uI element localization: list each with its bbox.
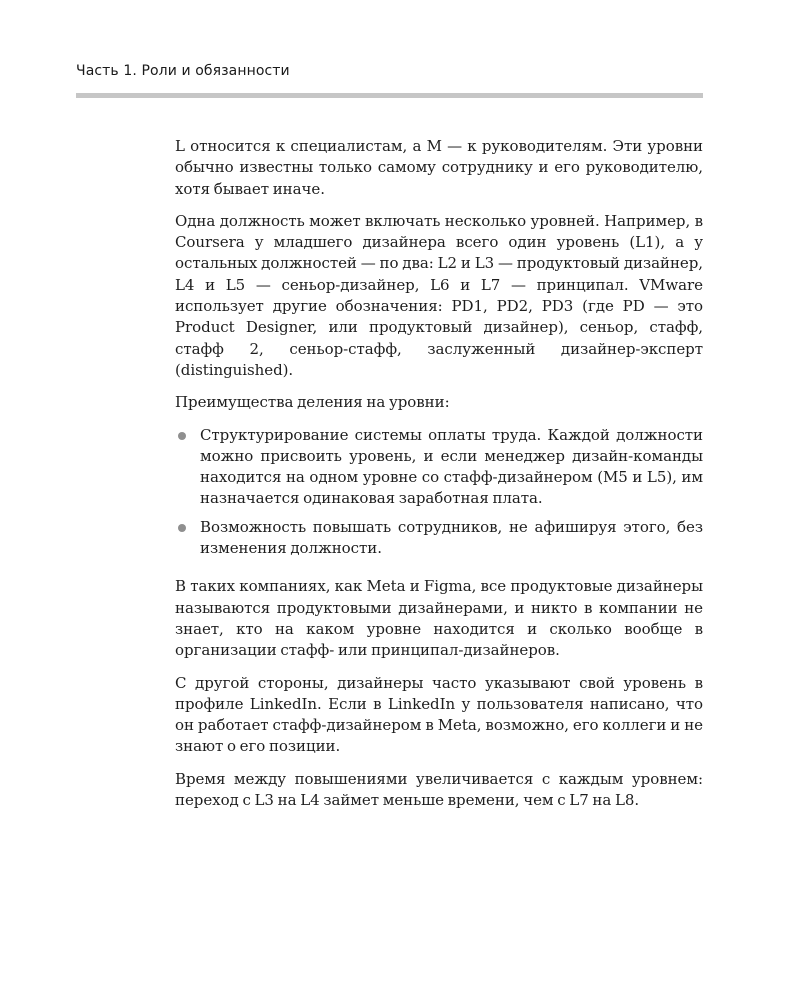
bullet-icon [178,432,186,440]
bullet-list [175,425,703,560]
list-item [175,517,703,560]
paragraph: С другой стороны, дизайнеры часто указывают свой уровень в профиле LinkedIn. Если в LinkedIn у пользователя написано, что он работает стафф-дизайнером в Meta, возможно, его коллеги и не знают о его позиции. [175,673,703,756]
paragraph: Одна должность может включать несколько уровней. Например, в Coursera у младшего дизайнера всего один уровень (L1), а у остальных должностей — по два: L2 и L3 — продуктовый дизайнер, L4 и L5 — сеньор-дизайнер, L6 и L7 — принципал. VMware использует другие обозначения: PD1, PD2, PD3 (где PD — это Product Designer, или продуктовый дизайнер), сеньор, стафф, стафф 2, сеньор-стафф, заслуженный дизайнер-эксперт (distinguished). [175,211,703,379]
running-head: Часть 1. Роли и обязанности [76,63,290,79]
body-text [175,136,703,822]
paragraph: L относится к специалистам, а M — к руководителям. Эти уровни обычно известны только самому сотруднику и его руководителю, хотя бывает иначе. [175,137,703,198]
list-item-text: Возможность повышать сотрудников, не афишируя этого, без изменения должности. [200,517,703,558]
paragraph: Преимущества деления на уровни: [175,393,450,412]
header-rule [76,93,703,98]
paragraph: Время между повышениями увеличивается с каждым уровнем: переход с L3 на L4 займет меньше времени, чем с L7 на L8. [175,769,703,810]
list-item-text: Структурирование системы оплаты труда. Каждой должности можно присвоить уровень, и если менеджер дизайн-команды находится на одном уровне со стафф-дизайнером (M5 и L5), им назначается одинаковая заработная плата. [200,425,703,508]
bullet-icon [178,524,186,532]
paragraph: В таких компаниях, как Meta и Figma, все продуктовые дизайнеры называются продуктовыми дизайнерами, и никто в компании не знает, кто на каком уровне находится и сколько вообще в организации стафф- или принципал-дизайнеров. [175,577,703,660]
list-item [175,425,703,510]
